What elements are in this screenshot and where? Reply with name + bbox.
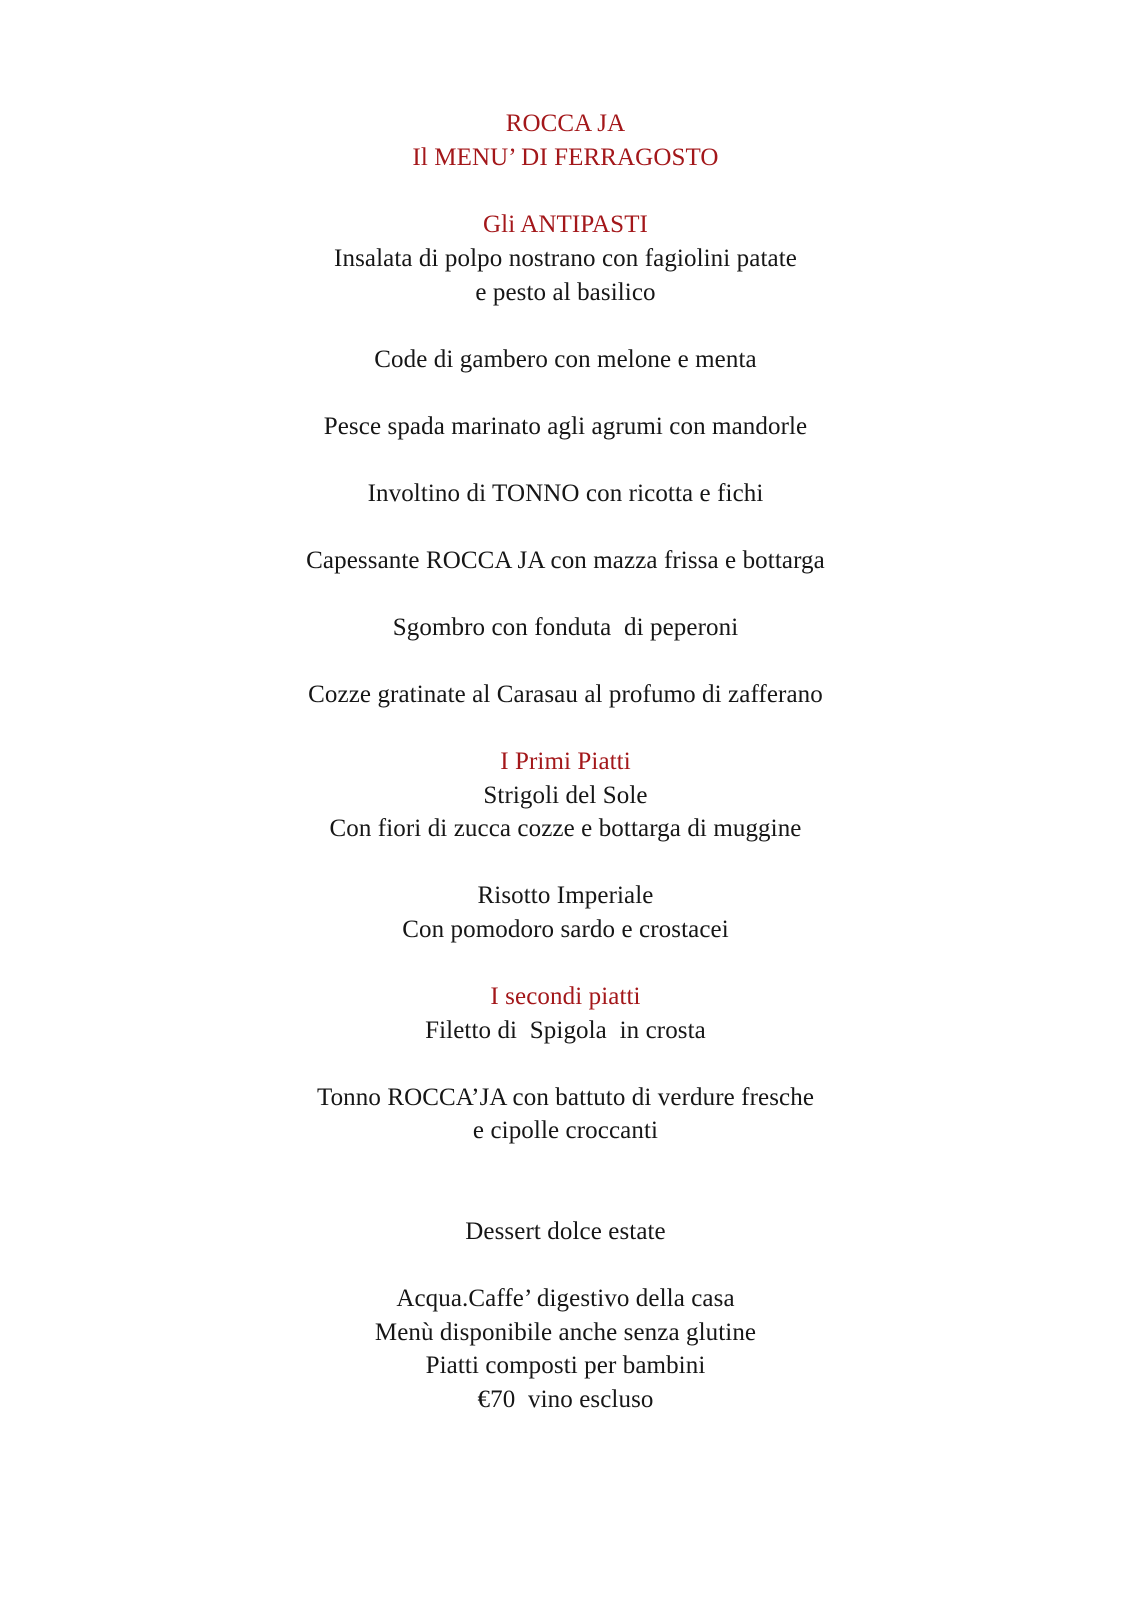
antipasti-item: Cozze gratinate al Carasau al profumo di zafferano: [308, 681, 823, 708]
antipasti-item: Insalata di polpo nostrano con fagiolini patate: [334, 245, 797, 272]
primi-heading: I Primi Piatti: [500, 748, 631, 775]
antipasti-item: Capessante ROCCA JA con mazza frissa e bottarga: [306, 547, 825, 574]
footer-line: Acqua.Caffe’ digestivo della casa: [396, 1285, 735, 1312]
secondi-heading: I secondi piatti: [490, 983, 641, 1010]
antipasti-item: e pesto al basilico: [475, 279, 656, 306]
antipasti-item: Pesce spada marinato agli agrumi con mandorle: [323, 413, 808, 440]
price-line: €70 vino escluso: [477, 1386, 654, 1413]
restaurant-name: ROCCA JA: [505, 110, 626, 137]
antipasti-heading: Gli ANTIPASTI: [483, 211, 648, 238]
dessert-item: Dessert dolce estate: [465, 1218, 666, 1245]
primi-item: Con pomodoro sardo e crostacei: [402, 916, 729, 943]
primi-item: Strigoli del Sole: [483, 782, 648, 809]
antipasti-item: Sgombro con fonduta di peperoni: [392, 614, 739, 641]
primi-item: Con fiori di zucca cozze e bottarga di muggine: [329, 815, 802, 842]
footer-line: Menù disponibile anche senza glutine: [374, 1319, 757, 1346]
menu-title: Il MENU’ DI FERRAGOSTO: [412, 144, 719, 171]
antipasti-item: Involtino di TONNO con ricotta e fichi: [367, 480, 764, 507]
footer-line: Piatti composti per bambini: [425, 1352, 706, 1379]
secondi-item: Tonno ROCCA’JA con battuto di verdure fresche: [316, 1084, 815, 1111]
antipasti-item: Code di gambero con melone e menta: [374, 346, 757, 373]
primi-item: Risotto Imperiale: [477, 882, 654, 909]
secondi-item: e cipolle croccanti: [472, 1117, 659, 1144]
secondi-item: Filetto di Spigola in crosta: [425, 1017, 706, 1044]
